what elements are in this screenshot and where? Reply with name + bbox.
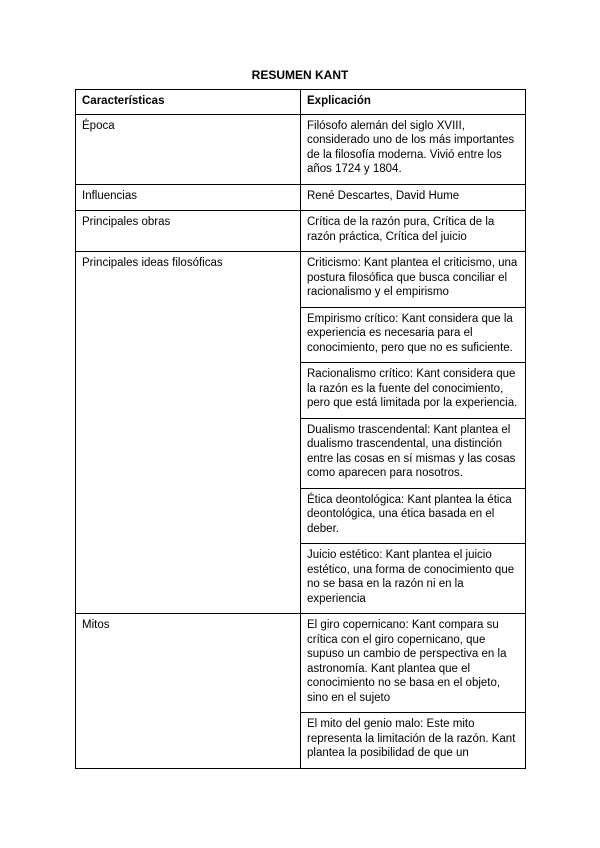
row-label-principales-obras: Principales obras (76, 211, 301, 252)
kant-summary-table (75, 89, 526, 769)
row-label-principales-ideas-filosoficas: Principales ideas filosóficas (76, 252, 301, 614)
explanation-cell: Racionalismo crítico: Kant considera que la razón es la fuente del conocimiento, pero que está limitada por la experiencia. (301, 363, 526, 419)
explanation-cell: René Descartes, David Hume (301, 184, 526, 211)
table-row (76, 614, 526, 713)
explanation-cell: Juicio estético: Kant plantea el juicio estético, una forma de conocimiento que no se basa en la razón ni en la experiencia (301, 544, 526, 614)
document-title: RESUMEN KANT (251, 68, 349, 82)
explanation-cell: Dualismo trascendental: Kant plantea el dualismo trascendental, una distinción entre las cosas en sí mismas y las cosas como aparecen para nosotros. (301, 418, 526, 488)
table-row (76, 184, 526, 211)
table-row (76, 252, 526, 308)
row-label-mitos: Mitos (76, 614, 301, 769)
table-row (76, 114, 526, 184)
explanation-cell: El giro copernicano: Kant compara su crítica con el giro copernicano, que supuso un cambio de perspectiva en la astronomía. Kant plantea que el conocimiento no se basa en el objeto, sino en el sujeto (301, 614, 526, 713)
header-explicacion: Explicación (301, 90, 526, 115)
row-label-epoca: Época (76, 114, 301, 184)
table-header-row (76, 90, 526, 115)
explanation-cell: Criticismo: Kant plantea el criticismo, una postura filosófica que busca conciliar el racionalismo y el empirismo (301, 252, 526, 308)
explanation-cell: Empirismo crítico: Kant considera que la experiencia es necesaria para el conocimiento, pero que no es suficiente. (301, 307, 526, 363)
header-caracteristicas: Características (76, 90, 301, 115)
table-row (76, 211, 526, 252)
explanation-cell: Crítica de la razón pura, Crítica de la razón práctica, Crítica del juicio (301, 211, 526, 252)
explanation-cell: Filósofo alemán del siglo XVIII, considerado uno de los más importantes de la filosofía moderna. Vivió entre los años 1724 y 1804. (301, 114, 526, 184)
explanation-cell: El mito del genio malo: Este mito representa la limitación de la razón. Kant plantea la posibilidad de que un (301, 713, 526, 769)
explanation-cell: Ética deontológica: Kant plantea la ética deontológica, una ética basada en el deber. (301, 488, 526, 544)
row-label-influencias: Influencias (76, 184, 301, 211)
